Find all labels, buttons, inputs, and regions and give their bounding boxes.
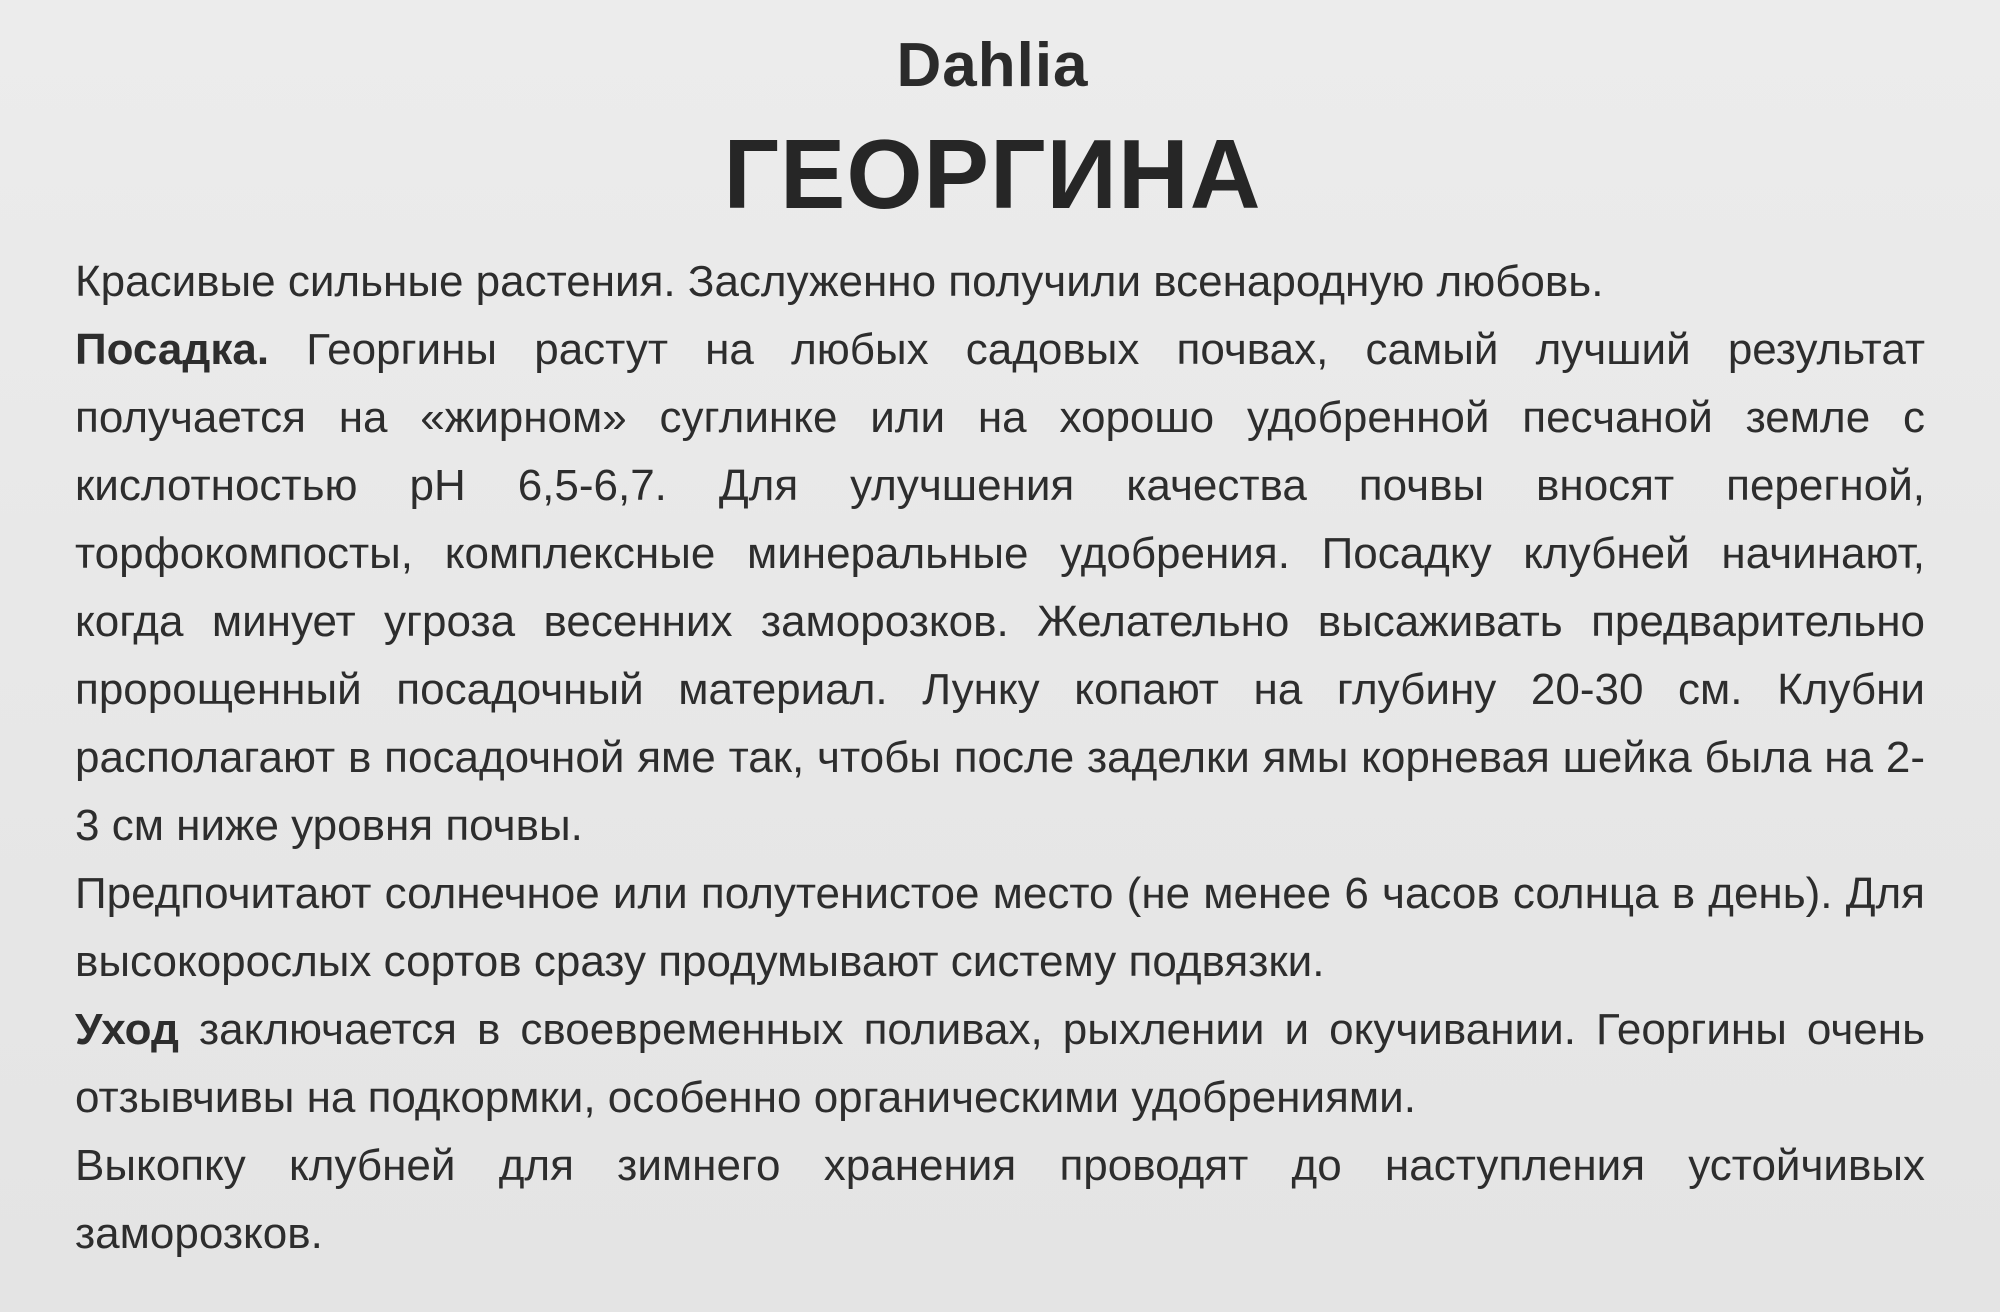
intro-text: Красивые сильные растения. Заслуженно получили всенародную любовь.	[75, 257, 1604, 306]
care-text: заключается в своевременных поливах, рыхлении и окучивании. Георгины очень отзывчивы на подкормки, особенно органическими удобрениями.	[75, 1005, 1925, 1122]
russian-name-title: ГЕОРГИНА	[723, 119, 1262, 229]
intro-paragraph	[75, 248, 1925, 316]
planting-text: Георгины растут на любых садовых почвах, самый лучший результат получается на «жирном» суглинке или на хорошо удобренной песчаной земле с кислотностью pH 6,5-6,7. Для улучшения качества почвы вносят перегной, торфокомпосты, комплексные минеральные удобрения. Посадку клубней начинают, когда минует угроза весенних заморозков. Желательно высаживать предварительно пророщенный посадочный материал. Лунку копают на глубину 20-30 см. Клубни располагают в посадочной яме так, чтобы после заделки ямы корневая шейка была на 2-3 см ниже уровня почвы.	[75, 325, 1925, 850]
description-text	[75, 248, 1925, 1268]
care-paragraph	[75, 996, 1925, 1132]
location-text: Предпочитают солнечное или полутенистое место (не менее 6 часов солнца в день). Для высокорослых сортов сразу продумывают систему подвязки.	[75, 869, 1925, 986]
storage-text: Выкопку клубней для зимнего хранения проводят до наступления устойчивых заморозков.	[75, 1141, 1925, 1258]
latin-name-title: Dahlia	[896, 31, 1089, 100]
care-heading: Уход	[75, 1005, 179, 1054]
storage-paragraph	[75, 1132, 1925, 1268]
location-paragraph	[75, 860, 1925, 996]
planting-heading: Посадка.	[75, 325, 270, 374]
planting-paragraph	[75, 316, 1925, 860]
